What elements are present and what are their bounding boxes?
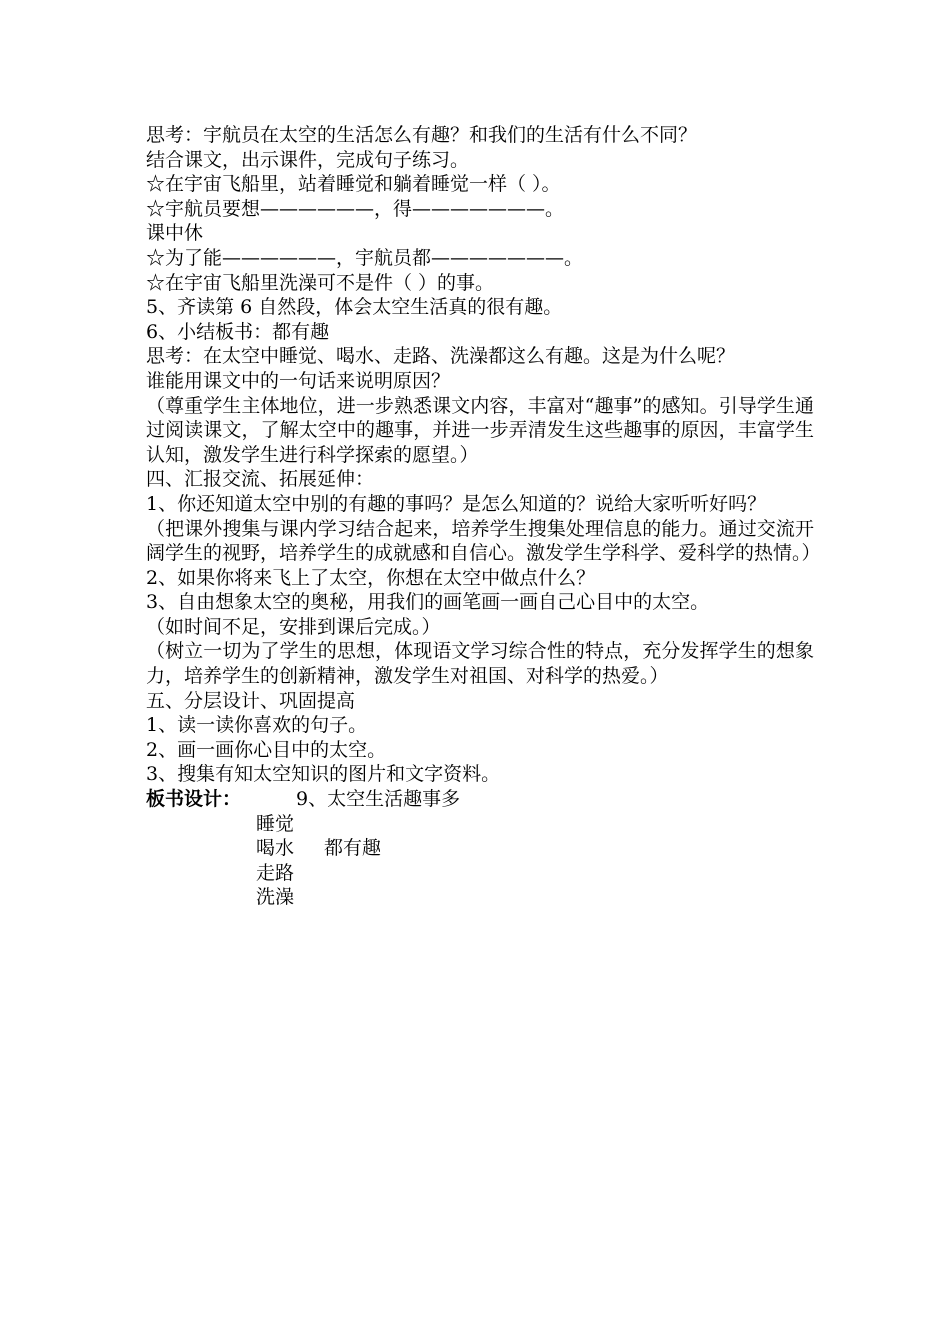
section-4-heading: 四、汇报交流、拓展延伸： [146, 468, 375, 491]
think-question-2-cont: 谁能用课文中的一句话来说明原因？ [146, 369, 451, 392]
question-1: 1、你还知道太空中别的有趣的事吗？是怎么知道的？说给大家听听好吗？ [146, 492, 767, 515]
board-row-2 [146, 836, 814, 861]
think-question-1: 思考：宇航员在太空的生活怎么有趣？和我们的生活有什么不同？ [146, 124, 698, 146]
step-6: 6、小结板书：都有趣 [146, 320, 330, 343]
board-design-header [146, 787, 814, 812]
design-note-3: （树立一切为了学生的思想，体现语文学习综合性的特点，充分发挥学生的想象力，培养学生的创新精神，激发学生对祖国、对科学的热爱。） [146, 640, 814, 688]
sentence-exercise-3: ☆为了能——————，宇航员都———————。 [146, 246, 584, 269]
board-item-bathe: 洗澡 [256, 886, 295, 909]
think-question-2: 思考：在太空中睡觉、喝水、走路、洗澡都这么有趣。这是为什么呢？ [146, 345, 736, 368]
design-note-2: （把课外搜集与课内学习结合起来，培养学生搜集处理信息的能力。通过交流开阔学生的视野，培养学生的成就感和自信心。激发学生学科学、爱科学的热情。） [146, 517, 821, 565]
task-1: 1、读一读你喜欢的句子。 [146, 714, 368, 737]
board-row-1 [146, 812, 814, 837]
sentence-exercise-1: ☆在宇宙飞船里，站着睡觉和躺着睡觉一样（ ）。 [146, 173, 561, 196]
class-break: 课中休 [146, 222, 204, 245]
design-note-1: （尊重学生主体地位，进一步熟悉课文内容，丰富对“趣事”的感知。引导学生通过阅读课文，了解太空中的趣事，并进一步弄清发生这些趣事的原因，丰富学生认知，激发学生进行科学探索的愿望。） [146, 394, 814, 466]
board-design-label: 板书设计： [146, 788, 242, 811]
step-5: 5、齐读第 6 自然段，体会太空生活真的很有趣。 [146, 296, 563, 319]
board-item-sleep: 睡觉 [256, 812, 295, 835]
board-summary: 都有趣 [324, 837, 382, 860]
section-5-heading: 五、分层设计、巩固提高 [146, 689, 356, 712]
time-note: （如时间不足，安排到课后完成。） [146, 615, 441, 638]
task-2: 2、画一画你心目中的太空。 [146, 738, 387, 761]
board-design-title: 9、太空生活趣事多 [296, 788, 461, 811]
sentence-exercise-4: ☆在宇宙飞船里洗澡可不是件（ ）的事。 [146, 271, 495, 294]
board-row-4 [146, 885, 814, 910]
sentence-exercise-2: ☆宇航员要想——————，得———————。 [146, 197, 565, 220]
board-item-walk: 走路 [256, 861, 295, 884]
question-2: 2、如果你将来飞上了太空，你想在太空中做点什么？ [146, 566, 596, 589]
courseware-instruction: 结合课文，出示课件，完成句子练习。 [146, 148, 470, 171]
document-content [146, 123, 821, 910]
question-3: 3、自由想象太空的奥秘，用我们的画笔画一画自己心目中的太空。 [146, 591, 710, 614]
board-item-drink: 喝水 [256, 837, 295, 860]
board-row-3 [146, 861, 814, 886]
task-3: 3、搜集有知太空知识的图片和文字资料。 [146, 763, 501, 786]
